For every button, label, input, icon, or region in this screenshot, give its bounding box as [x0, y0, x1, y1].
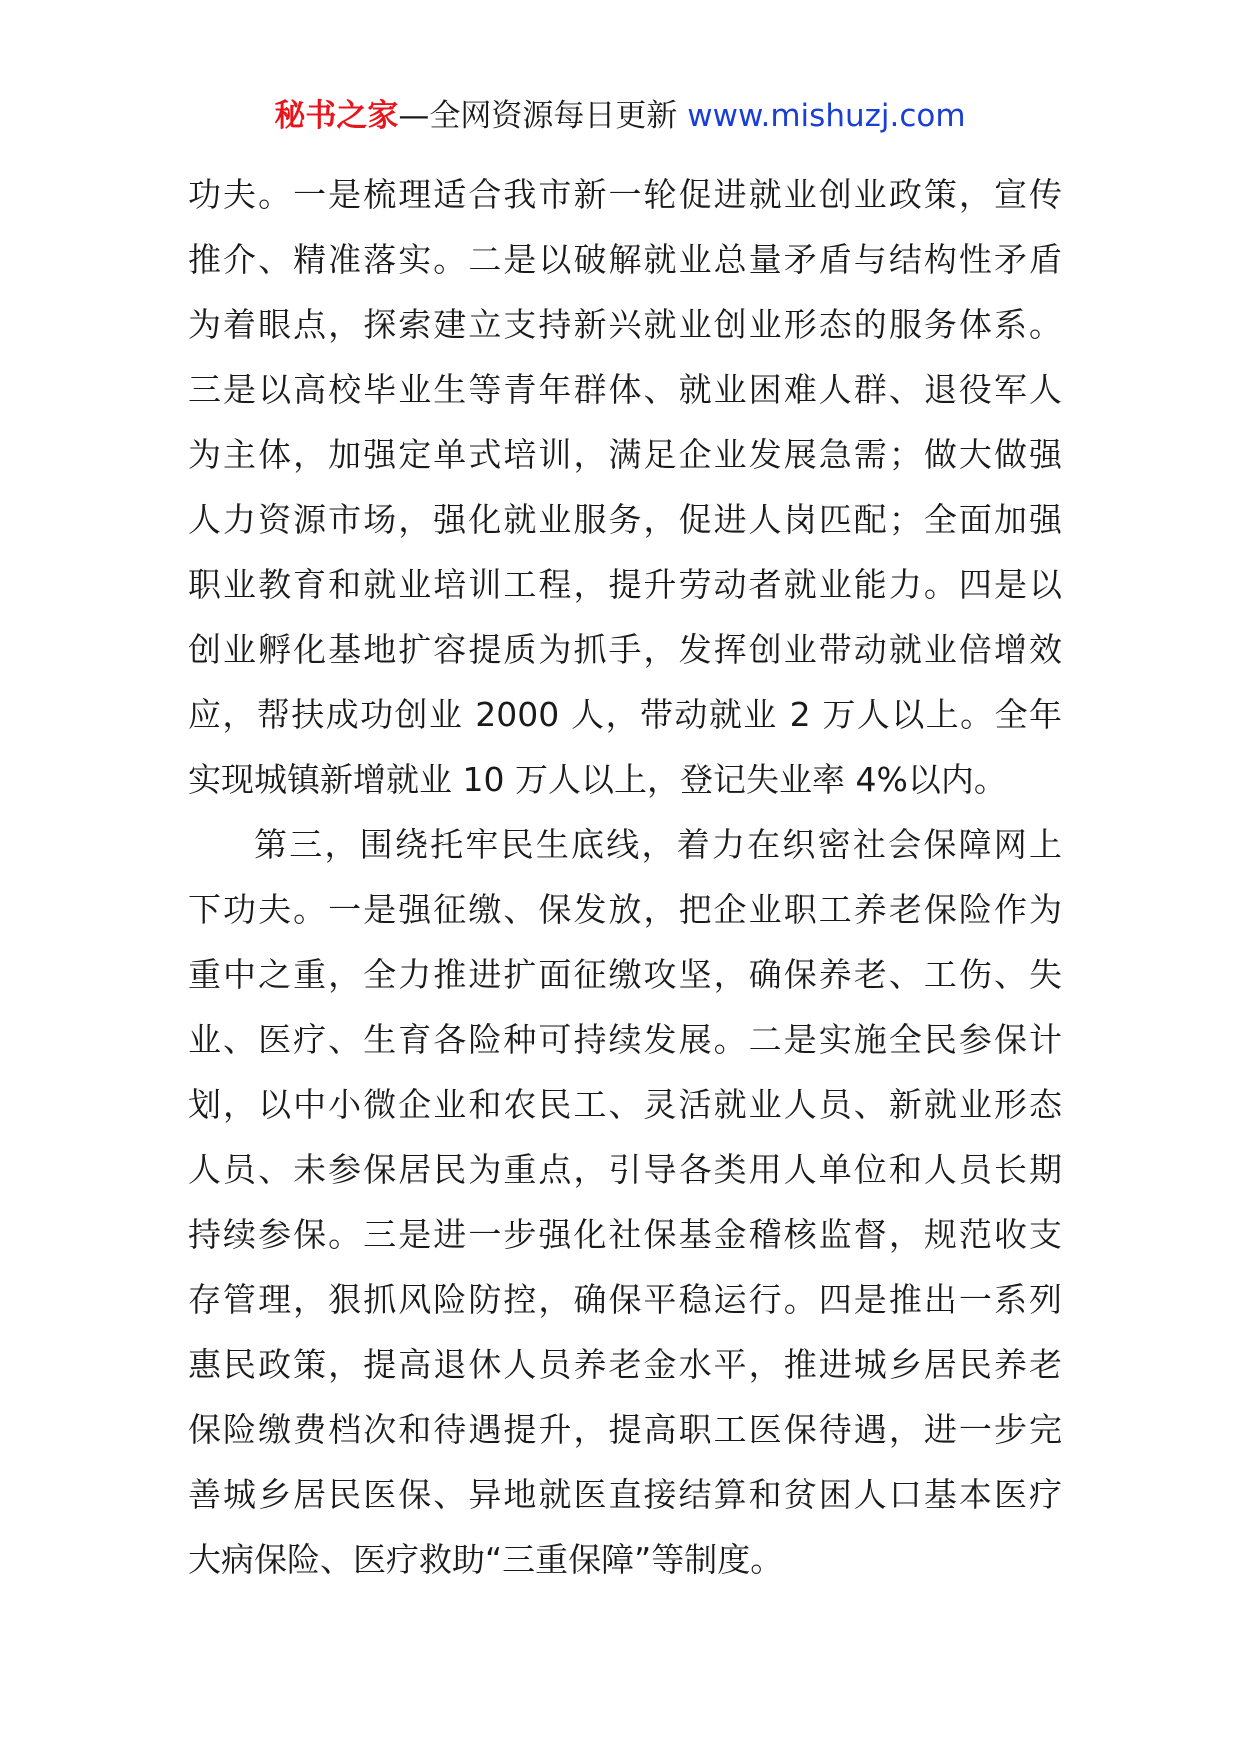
text-line: 为主体，加强定单式培训，满足企业发展急需；做大做强	[188, 435, 1062, 474]
text-line: 应，帮扶成功创业 2000 人，带动就业 2 万人以上。全年	[188, 695, 1062, 734]
text-line: 职业教育和就业培训工程，提升劳动者就业能力。四是以	[188, 565, 1062, 604]
text-line: 人员、未参保居民为重点，引导各类用人单位和人员长期	[188, 1150, 1062, 1189]
paragraph-first-line: 第三，围绕托牢民生底线，着力在织密社会保障网上	[254, 825, 1062, 864]
text-line: 划，以中小微企业和农民工、灵活就业人员、新就业形态	[188, 1085, 1062, 1124]
paragraph-last-line: 实现城镇新增就业 10 万人以上，登记失业率 4%以内。	[188, 760, 1007, 799]
text-line: 创业孵化基地扩容提质为抓手，发挥创业带动就业倍增效	[188, 630, 1062, 669]
text-line: 为着眼点，探索建立支持新兴就业创业形态的服务体系。	[188, 305, 1062, 344]
text-line: 功夫。一是梳理适合我市新一轮促进就业创业政策，宣传	[188, 175, 1062, 214]
paragraph-last-line: 大病保险、医疗救助“三重保障”等制度。	[188, 1540, 784, 1579]
text-line: 保险缴费档次和待遇提升，提高职工医保待遇，进一步完	[188, 1410, 1062, 1449]
document-body	[188, 162, 1062, 1592]
text-line: 持续参保。三是进一步强化社保基金稽核监督，规范收支	[188, 1215, 1062, 1254]
text-line: 三是以高校毕业生等青年群体、就业困难人群、退役军人	[188, 370, 1062, 409]
text-line: 人力资源市场，强化就业服务，促进人岗匹配；全面加强	[188, 500, 1062, 539]
text-line: 推介、精准落实。二是以破解就业总量矛盾与结构性矛盾	[188, 240, 1062, 279]
text-line: 重中之重，全力推进扩面征缴攻坚，确保养老、工伤、失	[188, 955, 1062, 994]
brand-name: 秘书之家	[274, 98, 399, 134]
text-line: 业、医疗、生育各险种可持续发展。二是实施全民参保计	[188, 1020, 1062, 1059]
header-tagline: —全网资源每日更新	[398, 98, 688, 134]
site-url: www.mishuzj.com	[687, 98, 966, 134]
text-line: 存管理，狠抓风险防控，确保平稳运行。四是推出一系列	[188, 1280, 1062, 1319]
text-line: 善城乡居民医保、异地就医直接结算和贫困人口基本医疗	[188, 1475, 1062, 1514]
text-line: 惠民政策，提高退休人员养老金水平，推进城乡居民养老	[188, 1345, 1062, 1384]
page-header	[0, 96, 1240, 136]
text-line: 下功夫。一是强征缴、保发放，把企业职工养老保险作为	[188, 890, 1062, 929]
